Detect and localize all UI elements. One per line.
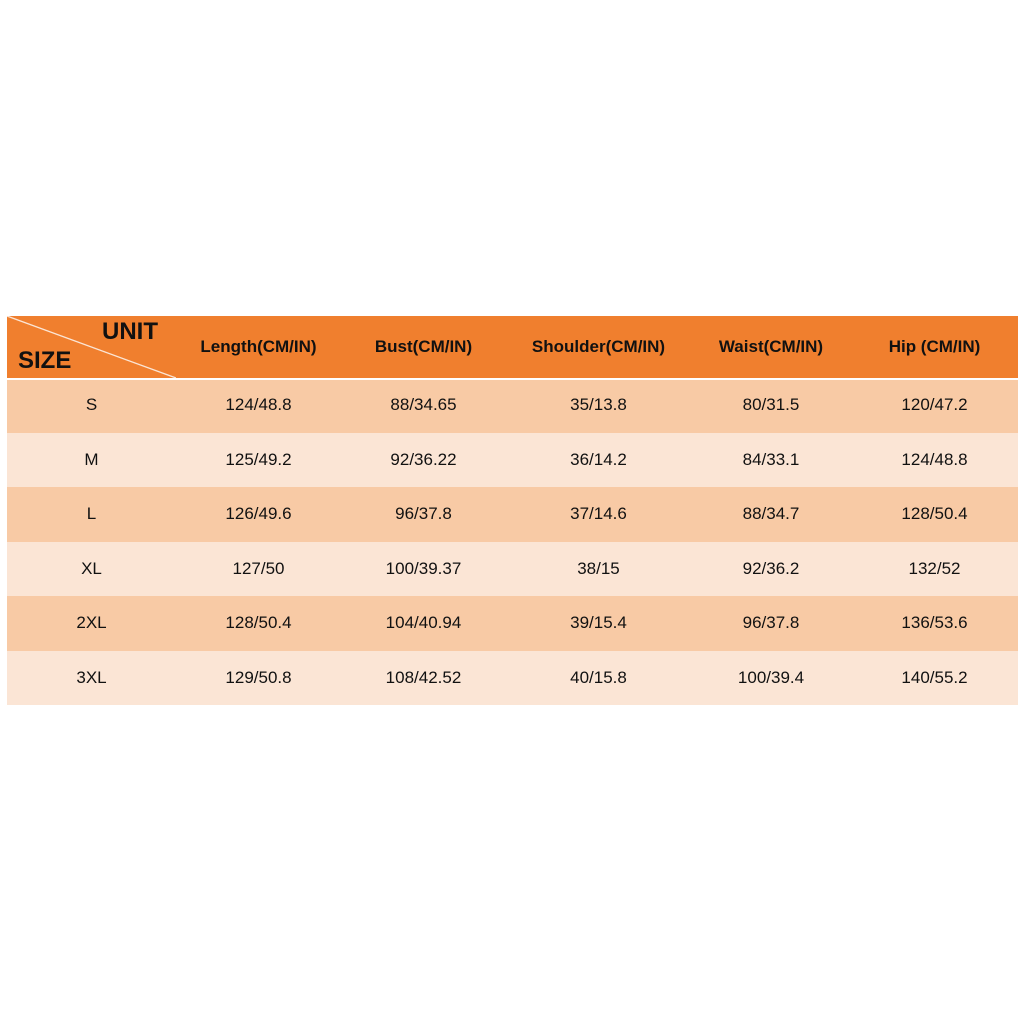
corner-cell (7, 316, 176, 378)
size-cell: S (85, 395, 98, 415)
size-cell: 2XL (76, 613, 107, 633)
size-cell: L (86, 504, 97, 524)
length-cell: 128/50.4 (225, 613, 292, 633)
bust-cell: 104/40.94 (385, 613, 462, 633)
shoulder-cell: 40/15.8 (570, 667, 627, 687)
size-chart-table (7, 316, 1018, 705)
table-row-3xl (7, 651, 1018, 706)
waist-cell: 84/33.1 (742, 449, 800, 469)
shoulder-cell: 36/14.2 (570, 449, 627, 469)
bust-cell: 96/37.8 (395, 504, 452, 524)
hip-cell: 136/53.6 (901, 613, 968, 633)
column-header-bust: Bust(CM/IN) (374, 337, 473, 356)
length-cell: 125/49.2 (225, 449, 292, 469)
length-cell: 126/49.6 (225, 504, 292, 524)
corner-size-label: SIZE (18, 347, 72, 374)
table-row-xl (7, 542, 1018, 597)
hip-cell: 128/50.4 (901, 504, 968, 524)
bust-cell: 88/34.65 (390, 395, 457, 415)
waist-cell: 100/39.4 (737, 667, 805, 687)
hip-cell: 140/55.2 (901, 667, 968, 687)
hip-cell: 120/47.2 (901, 395, 968, 415)
hip-cell: 124/48.8 (901, 449, 968, 469)
column-header-waist: Waist(CM/IN) (718, 337, 824, 356)
size-cell: XL (81, 558, 102, 578)
shoulder-cell: 38/15 (577, 558, 620, 578)
length-cell: 127/50 (232, 558, 285, 578)
size-cell: M (84, 449, 99, 469)
bust-cell: 92/36.22 (390, 449, 457, 469)
table-row-2xl (7, 596, 1018, 651)
length-cell: 124/48.8 (225, 395, 292, 415)
waist-cell: 88/34.7 (742, 504, 800, 524)
header-row (7, 316, 1018, 378)
shoulder-cell: 35/13.8 (570, 395, 627, 415)
waist-cell: 96/37.8 (742, 613, 800, 633)
size-cell: 3XL (76, 667, 107, 687)
column-header-hip: Hip (CM/IN) (888, 337, 981, 356)
table-row-s (7, 378, 1018, 433)
table-row-l (7, 487, 1018, 542)
shoulder-cell: 37/14.6 (570, 504, 627, 524)
hip-cell: 132/52 (908, 558, 961, 578)
header-separator (7, 378, 1018, 380)
bust-cell: 108/42.52 (385, 667, 462, 687)
table-row-m (7, 433, 1018, 488)
bust-cell: 100/39.37 (385, 558, 462, 578)
corner-unit-label: UNIT (102, 318, 158, 345)
length-cell: 129/50.8 (225, 667, 292, 687)
shoulder-cell: 39/15.4 (570, 613, 627, 633)
waist-cell: 92/36.2 (742, 558, 800, 578)
column-header-length: Length(CM/IN) (200, 337, 317, 356)
column-header-shoulder: Shoulder(CM/IN) (531, 337, 666, 356)
waist-cell: 80/31.5 (742, 395, 800, 415)
